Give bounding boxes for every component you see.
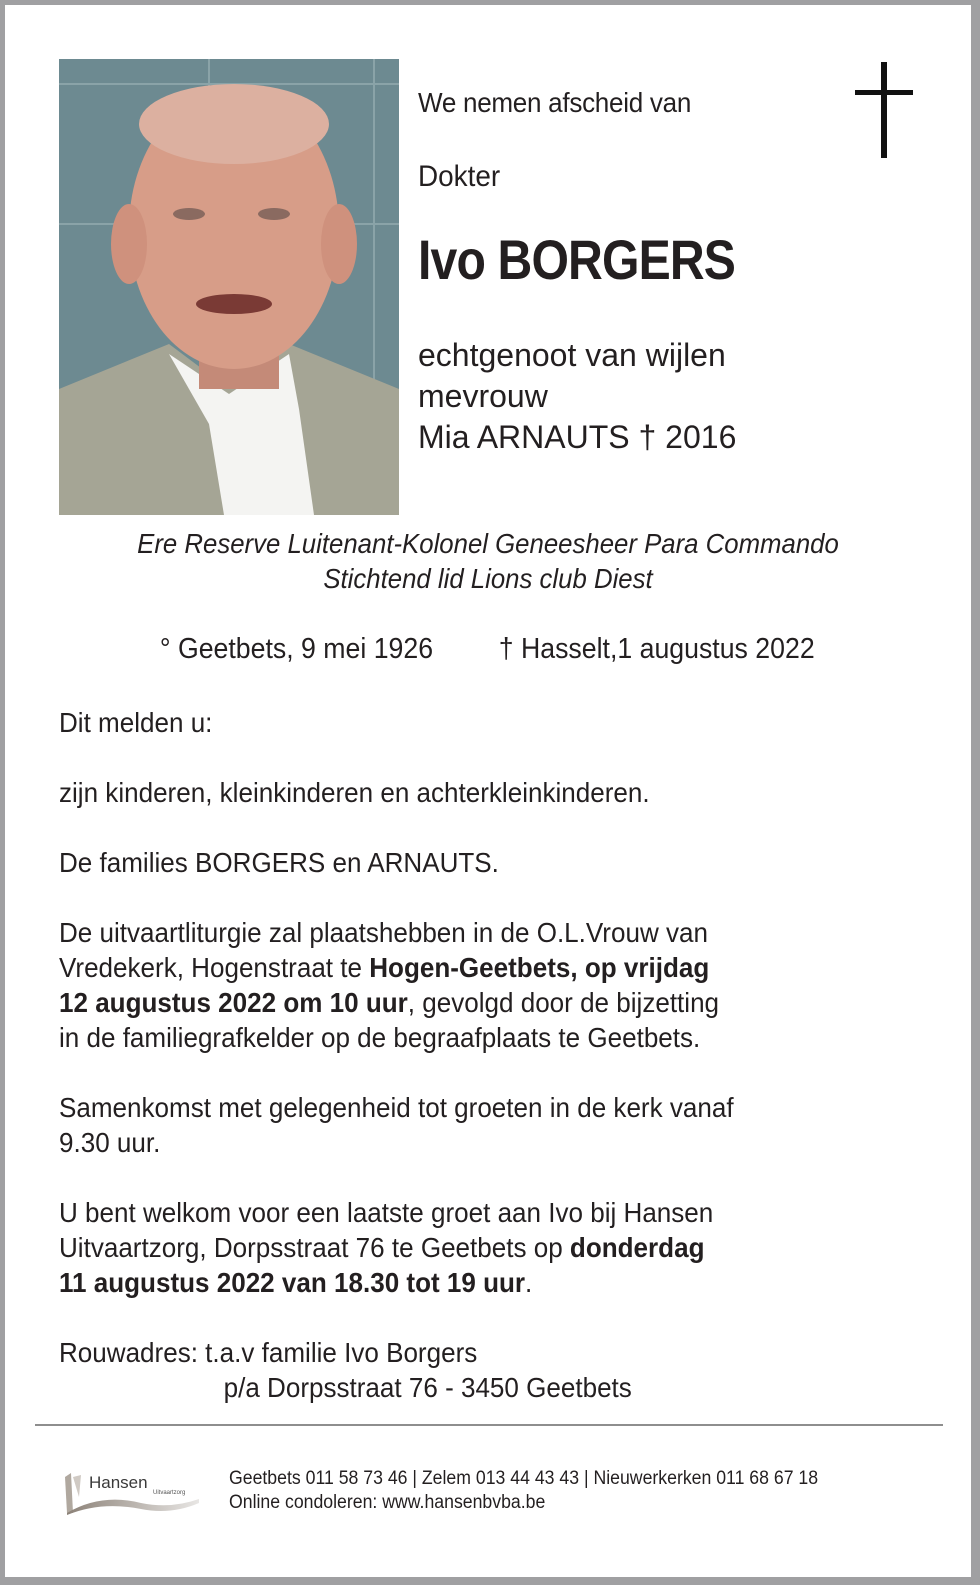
spouse-block [418,335,736,458]
cross-icon [855,62,915,158]
families-line: De families BORGERS en ARNAUTS. [59,847,499,878]
liturgy-paragraph: De uitvaartliturgie zal plaatshebben in de O.L.Vrouw van Vredekerk, Hogenstraat te Hogen-Geetbets, op vrijdag 12 augustus 2022 om 10 uur, gevolgd door de bijzetting in de familiegrafkelder op de begraafplaats te Geetbets. [59,917,720,1053]
footer-contact [229,1467,862,1515]
portrait-photo [59,59,399,515]
spouse-line: mevrouw [418,378,548,414]
obituary-page [5,5,971,1577]
viewing-paragraph: U bent welkom voor een laatste groet aan Ivo bij Hansen Uitvaartzorg, Dorpsstraat 76 te Geetbets op donderdag 11 augustus 2022 van 18.30 tot 19 uur. [59,1197,714,1298]
intro-text: We nemen afscheid van [418,87,692,118]
announce-intro: Dit melden u: [59,707,213,738]
online-condolence-link[interactable]: Online condoleren: www.hansenbvba.be [229,1492,546,1513]
spouse-line: echtgenoot van wijlen [418,337,726,373]
children-line: zijn kinderen, kleinkinderen en achterkleinkinderen. [59,777,650,808]
title-text: Dokter [418,160,501,193]
phone-numbers: Geetbets 011 58 73 46 | Zelem 013 44 43 43 | Nieuwerkerken 011 68 67 18 [229,1468,819,1489]
logo-name: Hansen [89,1473,148,1492]
title-line: Ere Reserve Luitenant-Kolonel Geneesheer Para Commando [137,528,839,559]
honorary-titles [5,526,971,596]
logo-subtitle: Uitvaartzorg [153,1490,186,1496]
spouse-line: Mia ARNAUTS † 2016 [418,419,737,455]
gathering-paragraph: Samenkomst met gelegenheid tot groeten in de kerk vanaf 9.30 uur. [59,1092,734,1158]
title-line: Stichtend lid Lions club Diest [323,563,653,594]
body-text [59,705,929,1440]
deceased-name: Ivo BORGERS [418,228,736,291]
address-paragraph: Rouwadres: t.a.v familie Ivo Borgers p/a Dorpsstraat 76 - 3450 Geetbets [59,1337,632,1403]
birth-date: ° Geetbets, 9 mei 1926 [159,633,433,665]
life-dates [5,633,971,666]
divider [35,1424,943,1426]
death-date: † Hasselt,1 augustus 2022 [498,633,815,665]
